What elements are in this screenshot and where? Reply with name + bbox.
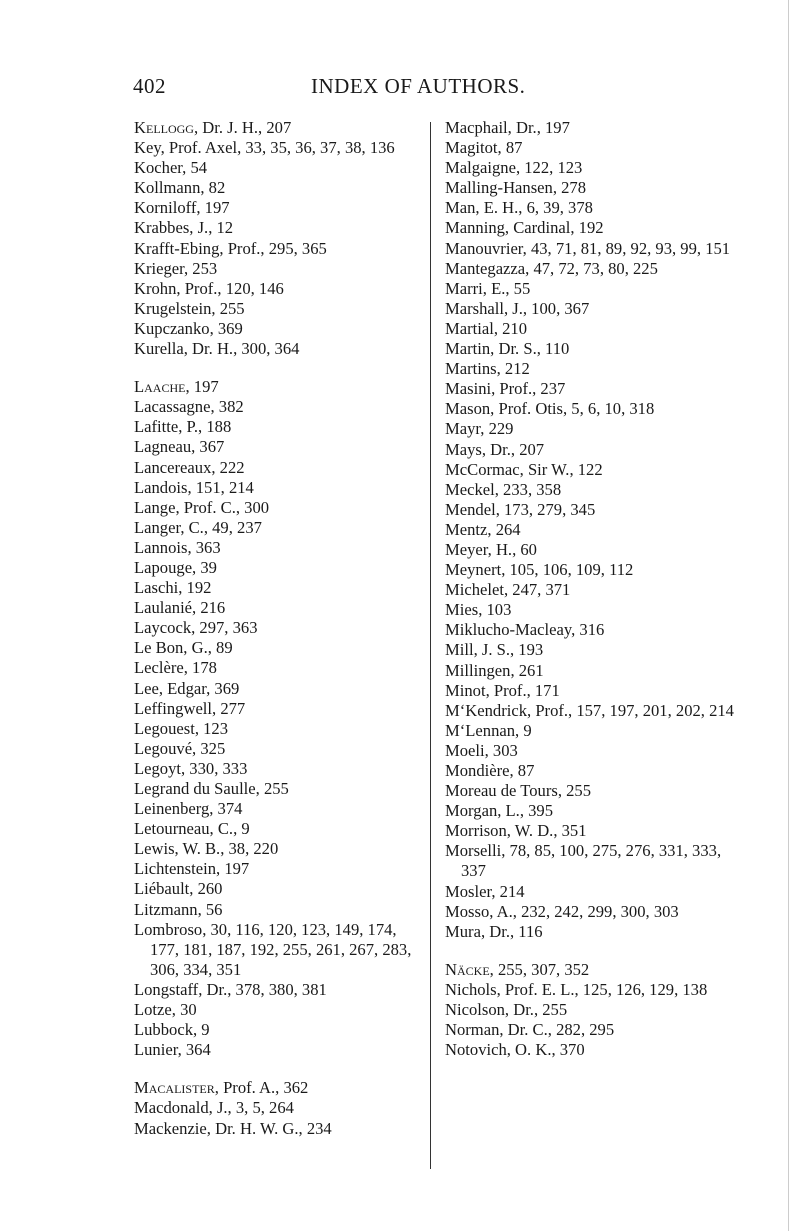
- index-entry: Mentz, 264: [445, 519, 521, 539]
- index-entry: Letourneau, C., 9: [134, 819, 250, 839]
- index-column-right: [445, 118, 745, 1060]
- index-entry: Notovich, O. K., 370: [445, 1040, 585, 1060]
- index-entry: Mays, Dr., 207: [445, 439, 545, 459]
- index-entry: Lacassagne, 382: [134, 397, 244, 417]
- index-entry: Laycock, 297, 363: [134, 618, 258, 638]
- index-entry: Kupczanko, 369: [134, 318, 243, 338]
- index-entry: Meckel, 233, 358: [445, 479, 562, 499]
- index-entry: M‘Kendrick, Prof., 157, 197, 201, 202, 214: [445, 700, 734, 720]
- index-entry: Nicolson, Dr., 255: [445, 1000, 568, 1020]
- index-entry: Krugelstein, 255: [134, 298, 245, 318]
- index-entry: Manouvrier, 43, 71, 81, 89, 92, 93, 99, 151: [445, 238, 731, 258]
- index-entry: Krohn, Prof., 120, 146: [134, 278, 284, 298]
- index-entry: Meyer, H., 60: [445, 539, 537, 559]
- index-entry: Masini, Prof., 237: [445, 379, 566, 399]
- index-entry: Longstaff, Dr., 378, 380, 381: [134, 979, 327, 999]
- index-entry: Lubbock, 9: [134, 1020, 210, 1040]
- index-entry: Leffingwell, 277: [134, 698, 246, 718]
- index-entry: Lombroso, 30, 116, 120, 123, 149, 174, 177, 181, 187, 192, 255, 261, 267, 283, 306, 334, 351: [134, 919, 412, 979]
- index-entry: Man, E. H., 6, 39, 378: [445, 198, 593, 218]
- index-entry: Mantegazza, 47, 72, 73, 80, 225: [445, 258, 658, 278]
- index-entry: Lee, Edgar, 369: [134, 678, 240, 698]
- index-entry: Manning, Cardinal, 192: [445, 218, 604, 238]
- index-entry: Legouest, 123: [134, 718, 229, 738]
- index-entry: Lancereaux, 222: [134, 457, 245, 477]
- index-entry: Macdonald, J., 3, 5, 264: [134, 1098, 294, 1118]
- entry-section-lead: Näcke: [445, 959, 490, 979]
- index-entry: Miklucho-Macleay, 316: [445, 620, 605, 640]
- index-entry: Lotze, 30: [134, 1000, 197, 1020]
- index-entry: Michelet, 247, 371: [445, 580, 571, 600]
- index-entry: Lewis, W. B., 38, 220: [134, 839, 279, 859]
- page-title: INDEX OF AUTHORS.: [311, 74, 526, 98]
- index-entry: Minot, Prof., 171: [445, 680, 560, 700]
- index-entry: Legoyt, 330, 333: [134, 758, 248, 778]
- index-entry: Macalister, Prof. A., 362: [134, 1078, 309, 1098]
- index-entry: Nichols, Prof. E. L., 125, 126, 129, 138: [445, 979, 708, 999]
- index-entry: McCormac, Sir W., 122: [445, 459, 603, 479]
- index-entry: Martial, 210: [445, 318, 528, 338]
- section-gap: [445, 942, 745, 960]
- index-entry: Magitot, 87: [445, 138, 523, 158]
- index-entry: Näcke, 255, 307, 352: [445, 959, 590, 979]
- entry-section-lead: Kellogg: [134, 118, 194, 137]
- index-entry: Lafitte, P., 188: [134, 417, 232, 437]
- index-entry: Mayr, 229: [445, 419, 514, 439]
- index-entry: Mackenzie, Dr. H. W. G., 234: [134, 1118, 332, 1138]
- index-entry: Martins, 212: [445, 359, 530, 379]
- index-entry: Mosler, 214: [445, 881, 525, 901]
- index-entry: Laschi, 192: [134, 578, 212, 598]
- index-entry: Morrison, W. D., 351: [445, 821, 587, 841]
- index-entry: Lannois, 363: [134, 537, 221, 557]
- entry-section-lead: Macalister: [134, 1078, 215, 1098]
- index-entry: Liébault, 260: [134, 879, 223, 899]
- index-entry: Mill, J. S., 193: [445, 640, 544, 660]
- index-entry: Lange, Prof. C., 300: [134, 497, 270, 517]
- index-entry: Marshall, J., 100, 367: [445, 298, 590, 318]
- index-entry: Mondière, 87: [445, 761, 535, 780]
- index-entry: Morselli, 78, 85, 100, 275, 276, 331, 333, 337: [445, 841, 722, 881]
- index-entry: Legrand du Saulle, 255: [134, 779, 289, 798]
- index-entry: Kollmann, 82: [134, 178, 226, 198]
- index-entry: Leinenberg, 374: [134, 799, 243, 819]
- section-gap: [134, 359, 424, 377]
- index-entry: Krabbes, J., 12: [134, 218, 234, 238]
- index-entry: Mura, Dr., 116: [445, 921, 543, 941]
- page-number: 402: [133, 74, 166, 98]
- index-entry: Key, Prof. Axel, 33, 35, 36, 37, 38, 136: [134, 138, 395, 158]
- index-entry: Korniloff, 197: [134, 198, 230, 218]
- index-entry: Krafft-Ebing, Prof., 295, 365: [134, 238, 327, 258]
- index-entry: Leclère, 178: [134, 658, 217, 678]
- index-entry: Laulanié, 216: [134, 598, 226, 618]
- index-entry: Mason, Prof. Otis, 5, 6, 10, 318: [445, 399, 655, 419]
- index-entry: Mosso, A., 232, 242, 299, 300, 303: [445, 901, 679, 921]
- index-entry: Malling-Hansen, 278: [445, 178, 587, 198]
- index-entry: Macphail, Dr., 197: [445, 118, 570, 137]
- index-entry: Mies, 103: [445, 600, 512, 620]
- index-entry: Norman, Dr. C., 282, 295: [445, 1020, 615, 1040]
- index-column-left: [134, 118, 424, 1139]
- index-entry: Krieger, 253: [134, 258, 218, 278]
- index-entry: Kocher, 54: [134, 158, 208, 178]
- index-entry: Kurella, Dr. H., 300, 364: [134, 339, 300, 359]
- index-entry: Lunier, 364: [134, 1040, 211, 1060]
- section-gap: [134, 1060, 424, 1078]
- index-entry: Lichtenstein, 197: [134, 859, 250, 879]
- entry-section-lead: Laache: [134, 377, 186, 397]
- index-entry: Langer, C., 49, 237: [134, 517, 262, 537]
- index-entry: Mendel, 173, 279, 345: [445, 499, 596, 519]
- index-entry: Le Bon, G., 89: [134, 638, 233, 658]
- page-edge-line: [788, 0, 789, 1231]
- index-entry: Morgan, L., 395: [445, 801, 554, 821]
- index-entry: Lagneau, 367: [134, 437, 225, 457]
- index-entry: Millingen, 261: [445, 660, 544, 680]
- index-entry: Moeli, 303: [445, 740, 518, 760]
- index-entry: Malgaigne, 122, 123: [445, 158, 583, 178]
- index-entry: Landois, 151, 214: [134, 477, 254, 497]
- index-entry: Lapouge, 39: [134, 557, 217, 577]
- index-entry: Laache, 197: [134, 377, 219, 397]
- index-entry: Litzmann, 56: [134, 899, 223, 919]
- index-entry: M‘Lennan, 9: [445, 720, 532, 740]
- index-entry: Marri, E., 55: [445, 278, 531, 298]
- index-entry: Legouvé, 325: [134, 738, 226, 758]
- index-entry: Kellogg, Dr. J. H., 207: [134, 118, 292, 137]
- index-entry: Martin, Dr. S., 110: [445, 339, 570, 359]
- column-divider: [430, 122, 431, 1169]
- index-entry: Moreau de Tours, 255: [445, 781, 592, 801]
- index-entry: Meynert, 105, 106, 109, 112: [445, 560, 634, 580]
